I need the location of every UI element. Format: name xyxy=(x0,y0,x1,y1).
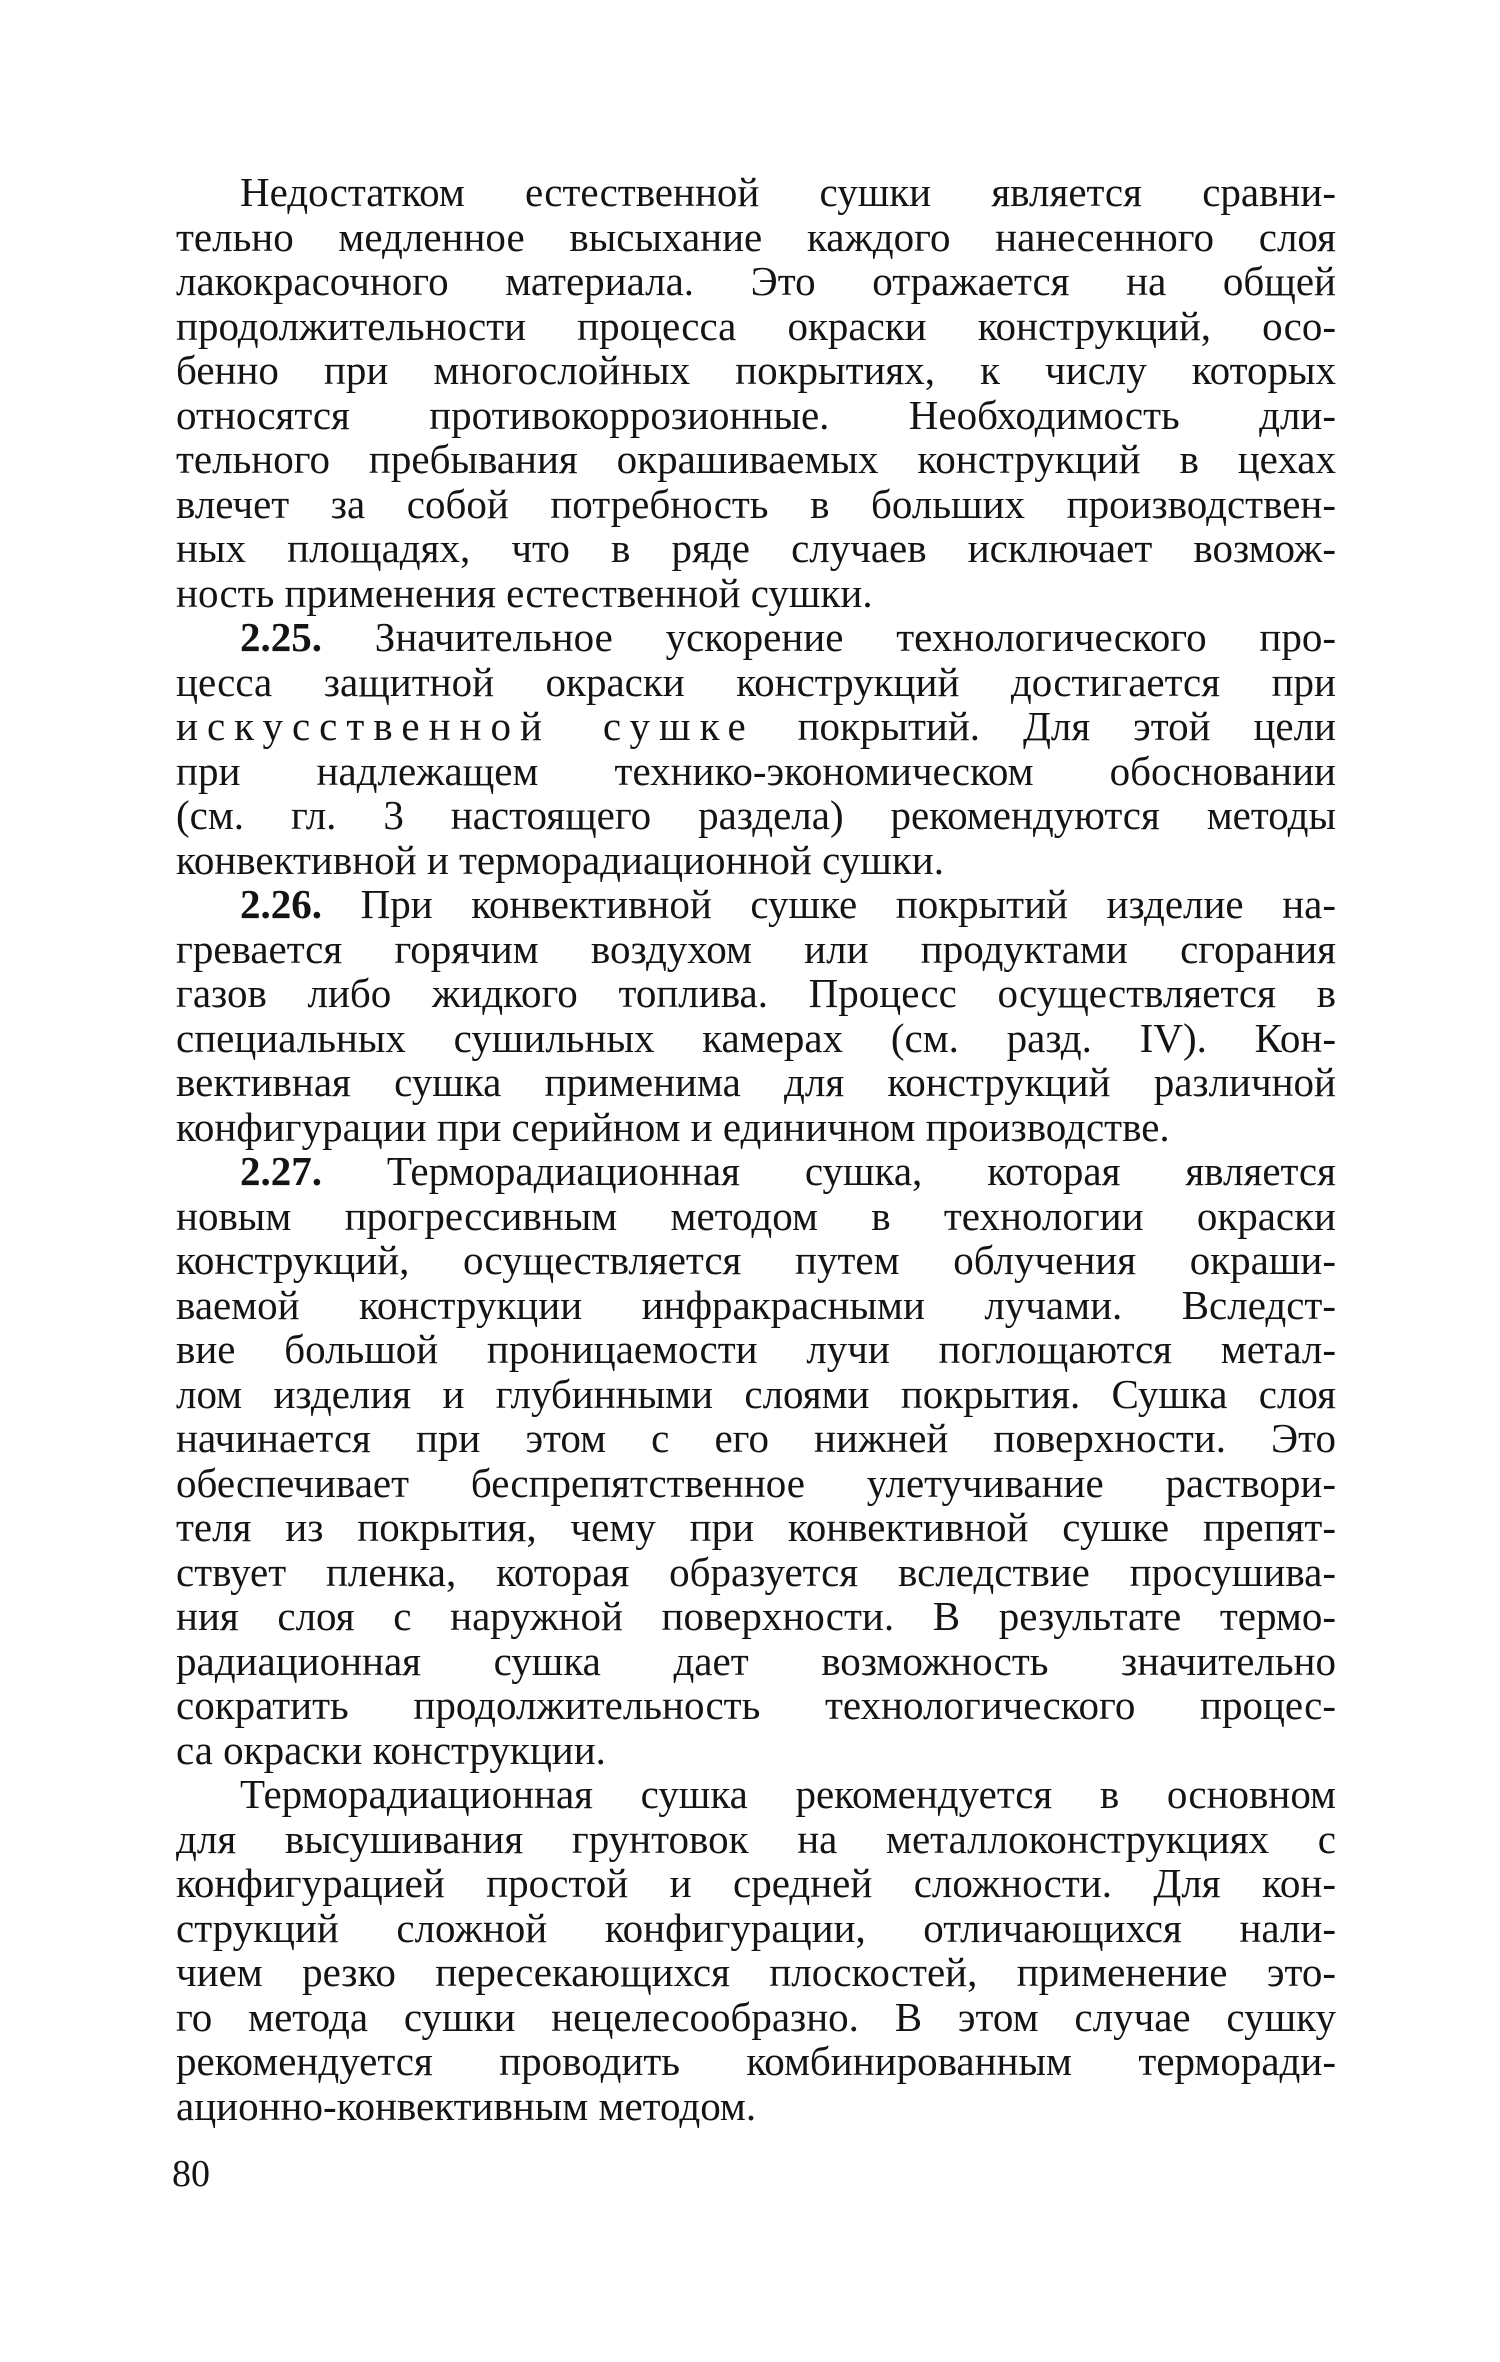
paragraph-final xyxy=(176,1772,1336,2128)
text-line: конвективной и терморадиационной сушки. xyxy=(176,836,944,883)
text-line: лакокрасочного материала. Это отражается на общей xyxy=(176,258,1336,304)
text-line: относятся противокоррозионные. Необходимость дли- xyxy=(176,391,1336,438)
text-line: конфигурацией простой и средней сложности. Для кон- xyxy=(176,1860,1336,1906)
text-line: ствует пленка, которая образуется вследствие просушива- xyxy=(176,1548,1336,1595)
text-fragment: Значительное ускорение технологического про- xyxy=(322,614,1336,660)
text-line xyxy=(176,704,1336,749)
section-number: 2.25. xyxy=(240,614,322,660)
text-line: лом изделия и глубинными слоями покрытия. Сушка слоя xyxy=(176,1370,1336,1417)
text-line: специальных сушильных камерах (см. разд. IV). Кон- xyxy=(176,1014,1336,1061)
text-line: Терморадиационная сушка рекомендуется в основном xyxy=(240,1771,1336,1817)
text-line: радиационная сушка дает возможность значительно xyxy=(176,1637,1336,1684)
text-line: чием резко пересекающихся плоскостей, применение это- xyxy=(176,1949,1336,1995)
text-line: сократить продолжительность технологического процес- xyxy=(176,1682,1336,1728)
text-line: струкций сложной конфигурации, отличающихся нали- xyxy=(176,1904,1336,1951)
text-line: ваемой конструкции инфракрасными лучами. Вследст- xyxy=(176,1281,1336,1328)
text-line: бенно при многослойных покрытиях, к числу которых xyxy=(176,347,1336,393)
text-fragment: покрытий. Для этой цели xyxy=(754,703,1336,749)
text-fragment: При конвективной сушке покрытий изделие на- xyxy=(322,881,1336,927)
text-line: продолжительности процесса окраски конструкций, осо- xyxy=(176,302,1336,349)
text-line xyxy=(176,1149,1336,1194)
text-line: (см. гл. 3 настоящего раздела) рекомендуются методы xyxy=(176,792,1336,838)
text-line: рекомендуется проводить комбинированным терморади- xyxy=(176,2038,1336,2084)
text-line: ных площадях, что в ряде случаев исключает возмож- xyxy=(176,525,1336,571)
paragraph-2-26 xyxy=(176,882,1336,1149)
section-number: 2.27. xyxy=(240,1148,322,1194)
text-line: гревается горячим воздухом или продуктами сгорания xyxy=(176,925,1336,972)
text-line xyxy=(176,615,1336,660)
text-line: конфигурации при серийном и единичном производстве. xyxy=(176,1103,1170,1150)
text-line: теля из покрытия, чему при конвективной сушке препят- xyxy=(176,1504,1336,1550)
text-line: са окраски конструкции. xyxy=(176,1726,606,1773)
text-line: влечет за собой потребность в больших производствен- xyxy=(176,480,1336,527)
text-line: начинается при этом с его нижней поверхности. Это xyxy=(176,1415,1336,1461)
text-line: новым прогрессивным методом в технологии окраски xyxy=(176,1192,1336,1239)
text-line xyxy=(176,882,1336,927)
text-line: цесса защитной окраски конструкций достигается при xyxy=(176,658,1336,705)
section-number: 2.26. xyxy=(240,881,322,927)
body-text xyxy=(176,170,1336,2128)
text-line: ационно-конвективным методом. xyxy=(176,2082,757,2129)
paragraph-2-25 xyxy=(176,615,1336,882)
text-line: вективная сушка применима для конструкций различной xyxy=(176,1059,1336,1105)
page-number: 80 xyxy=(172,2153,210,2195)
text-line: конструкций, осуществляется путем облучения окраши- xyxy=(176,1237,1336,1283)
text-line: тельного пребывания окрашиваемых конструкций в цехах xyxy=(176,436,1336,482)
text-line: газов либо жидкого топлива. Процесс осуществляется в xyxy=(176,970,1336,1016)
text-line: ния слоя с наружной поверхности. В результате термо- xyxy=(176,1593,1336,1639)
text-line: при надлежащем технико-экономическом обосновании xyxy=(176,747,1336,794)
text-line: Недостатком естественной сушки является сравни- xyxy=(240,169,1336,215)
text-line: тельно медленное высыхание каждого нанесенного слоя xyxy=(176,213,1336,260)
paragraph-1 xyxy=(176,170,1336,615)
text-line: обеспечивает беспрепятственное улетучивание раствори- xyxy=(176,1459,1336,1506)
text-line: для высушивания грунтовок на металлоконструкциях с xyxy=(176,1815,1336,1862)
text-line: го метода сушки нецелесообразно. В этом случае сушку xyxy=(176,1993,1336,2040)
paragraph-2-27 xyxy=(176,1149,1336,1772)
emphasized-term: искусственной сушке xyxy=(176,703,755,749)
text-fragment: Терморадиационная сушка, которая является xyxy=(322,1148,1336,1194)
text-line: вие большой проницаемости лучи поглощаются метал- xyxy=(176,1326,1336,1372)
text-line: ность применения естественной сушки. xyxy=(176,569,873,616)
